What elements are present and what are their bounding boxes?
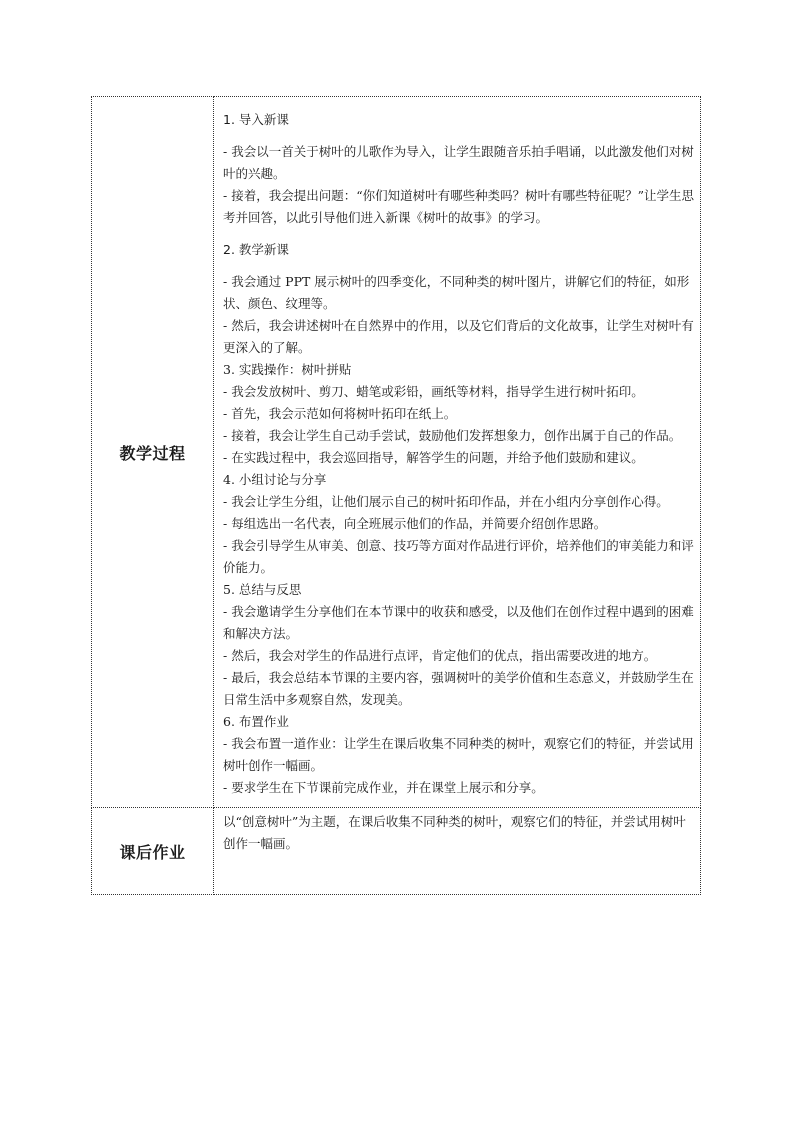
sub-heading: 4. 小组讨论与分享: [223, 472, 327, 487]
sub-heading: 5. 总结与反思: [223, 582, 302, 597]
content-line: - 接着，我会提出问题：“你们知道树叶有哪些种类吗？树叶有哪些特征呢？”让学生思考并回答，以此引导他们进入新课《树叶的故事》的学习。: [223, 188, 694, 225]
content-line: - 我会邀请学生分享他们在本节课中的收获和感受，以及他们在创作过程中遇到的困难和解决方法。: [223, 604, 694, 641]
section-heading: 1. 导入新课: [223, 112, 289, 127]
content-line: - 我会布置一道作业：让学生在课后收集不同种类的树叶，观察它们的特征，并尝试用树叶创作一幅画。: [223, 736, 694, 773]
content-line: - 然后，我会对学生的作品进行点评，肯定他们的优点，指出需要改进的地方。: [223, 648, 657, 663]
homework-content: [214, 808, 701, 895]
content-line: - 我会发放树叶、剪刀、蜡笔或彩铅，画纸等材料，指导学生进行树叶拓印。: [223, 384, 644, 399]
content-line: - 我会通过 PPT 展示树叶的四季变化，不同种类的树叶图片，讲解它们的特征，如形状、颜色、纹理等。: [223, 274, 690, 311]
content-line: - 然后，我会讲述树叶在自然界中的作用，以及它们背后的文化故事，让学生对树叶有更深入的了解。: [223, 318, 694, 355]
content-line: - 接着，我会让学生自己动手尝试，鼓励他们发挥想象力，创作出属于自己的作品。: [223, 428, 682, 443]
row-label-homework: 课后作业: [92, 808, 214, 895]
lesson-plan-table: [91, 96, 701, 895]
content-line: - 我会引导学生从审美、创意、技巧等方面对作品进行评价，培养他们的审美能力和评价能力。: [223, 538, 694, 575]
content-line: - 在实践过程中，我会巡回指导，解答学生的问题，并给予他们鼓励和建议。: [223, 450, 644, 465]
section-heading: 2. 教学新课: [223, 242, 289, 257]
homework-text: 以“创意树叶”为主题，在课后收集不同种类的树叶，观察它们的特征，并尝试用树叶创作一幅画。: [223, 814, 686, 851]
content-line: - 首先，我会示范如何将树叶拓印在纸上。: [223, 406, 457, 421]
teaching-process-content: [214, 97, 701, 808]
sub-heading: 3. 实践操作：树叶拼贴: [223, 362, 352, 377]
content-line: - 每组选出一名代表，向全班展示他们的作品，并简要介绍创作思路。: [223, 516, 607, 531]
content-line: - 最后，我会总结本节课的主要内容，强调树叶的美学价值和生态意义，并鼓励学生在日常生活中多观察自然，发现美。: [223, 670, 694, 707]
homework-row: [92, 808, 701, 895]
sub-heading: 6. 布置作业: [223, 714, 289, 729]
row-label-teaching-process: 教学过程: [92, 97, 214, 808]
teaching-process-row: [92, 97, 701, 808]
content-line: - 我会以一首关于树叶的儿歌作为导入，让学生跟随音乐拍手唱诵，以此激发他们对树叶的兴趣。: [223, 144, 694, 181]
content-line: - 我会让学生分组，让他们展示自己的树叶拓印作品，并在小组内分享创作心得。: [223, 494, 669, 509]
content-line: - 要求学生在下节课前完成作业，并在课堂上展示和分享。: [223, 780, 544, 795]
